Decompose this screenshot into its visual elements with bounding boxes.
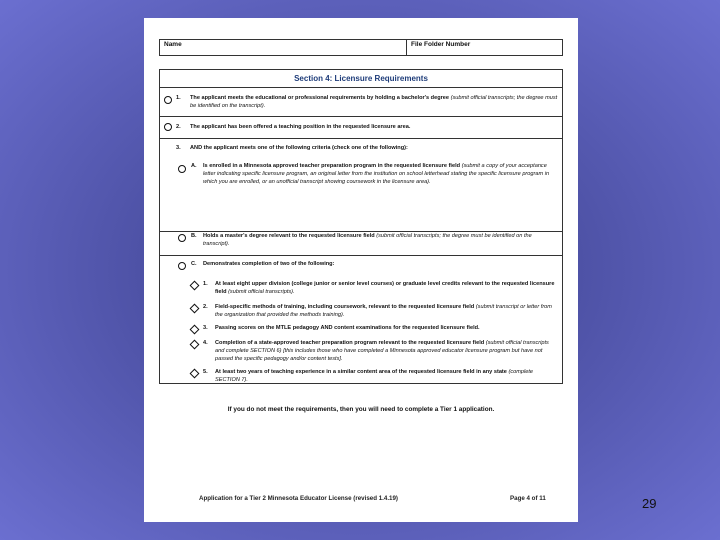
option-a-radio[interactable] xyxy=(178,165,186,173)
requirement-1-row xyxy=(160,88,562,117)
option-c-item-2-checkbox[interactable] xyxy=(190,304,200,314)
option-a-letter: A. xyxy=(191,163,197,169)
option-c-main: Demonstrates completion of two of the following: xyxy=(203,261,335,267)
requirement-3-row xyxy=(160,138,562,232)
requirement-2-main: The applicant has been offered a teaching position in the requested licensure area. xyxy=(190,124,411,130)
option-c-item-1-text xyxy=(215,280,559,296)
document-page xyxy=(144,18,578,522)
document-footer-title: Application for a Tier 2 Minnesota Educator License (revised 1.4.19) xyxy=(199,495,398,502)
requirement-1-text xyxy=(190,94,558,110)
requirement-1-main: The applicant meets the educational or professional requirements by holding a bachelor's degree xyxy=(190,95,450,101)
option-b-row xyxy=(160,231,562,256)
option-a-note: (submit a copy of your acceptance letter indicating specific licensure program, an original letter from the institution on school letterhead stating the specific licensure program in which you are enrolled, or an unofficial transcript showing coursework in the licensure area). xyxy=(203,163,550,186)
name-field[interactable]: Name xyxy=(160,40,407,55)
option-c-item-3-main: Passing scores on the MTLE pedagogy AND content examinations for the requested licensure field. xyxy=(215,325,480,331)
option-c-item-1-main: At least eight upper division (college junior or senior level courses) or graduate level credits relevant to the requested licensure field xyxy=(215,281,555,296)
option-c-item-3-text xyxy=(215,324,559,332)
option-c-item-2-main: Field-specific methods of training, including coursework, relevant to the requested licensure field xyxy=(215,304,475,310)
option-c-item-5-text xyxy=(215,368,559,384)
option-c-item-4-checkbox[interactable] xyxy=(190,340,200,350)
requirements-footnote: If you do not meet the requirements, then you will need to complete a Tier 1 application. xyxy=(227,406,495,413)
option-c-item-4-main: Completion of a state-approved teacher preparation program relevant to the requested licensure field xyxy=(215,340,485,346)
option-b-text xyxy=(203,232,559,248)
option-c-item-2-text xyxy=(215,303,559,319)
option-c-letter: C. xyxy=(191,261,197,267)
section-title: Section 4: Licensure Requirements xyxy=(159,69,563,88)
requirement-3-text xyxy=(190,144,558,152)
option-a-main: Is enrolled in a Minnesota approved teacher preparation program in the requested licensure field xyxy=(203,163,461,169)
option-b-radio[interactable] xyxy=(178,234,186,242)
option-b-main: Holds a master's degree relevant to the requested licensure field xyxy=(203,233,375,239)
option-c-radio[interactable] xyxy=(178,262,186,270)
option-c-item-4-note: (submit official transcripts and complete SECTION 6) [this includes those who have completed a Minnesota approved educator licensure program but have not passed the specific pedagogy and/or content tests]. xyxy=(215,340,549,363)
option-a-text xyxy=(203,162,559,187)
option-c-item-1-number: 1. xyxy=(203,281,208,287)
option-b-note: (submit official transcripts; the degree must be identified on the transcript). xyxy=(203,233,532,248)
option-c-item-5-note: (complete SECTION 7). xyxy=(215,369,534,384)
option-b-letter: B. xyxy=(191,233,197,239)
requirement-2-row xyxy=(160,116,562,139)
requirement-1-radio[interactable] xyxy=(164,96,172,104)
option-c-text xyxy=(203,260,559,268)
option-c-item-5-number: 5. xyxy=(203,369,208,375)
option-c-item-1-note: (submit official transcripts). xyxy=(228,289,295,296)
option-c-item-4-number: 4. xyxy=(203,340,208,346)
option-c-row xyxy=(160,255,562,383)
option-c-item-3-number: 3. xyxy=(203,325,208,331)
file-folder-number-field[interactable]: File Folder Number xyxy=(411,41,471,48)
requirement-1-number: 1. xyxy=(176,95,181,101)
requirement-2-text xyxy=(190,123,558,131)
option-c-item-5-checkbox[interactable] xyxy=(190,369,200,379)
document-page-number: Page 4 of 11 xyxy=(510,495,546,502)
requirement-1-note: (submit official transcripts; the degree must be identified on the transcript). xyxy=(190,95,558,110)
requirement-2-number: 2. xyxy=(176,124,181,130)
option-c-item-5-main: At least two years of teaching experience in a similar content area of the requested licensure field in any state xyxy=(215,369,507,375)
option-c-item-2-number: 2. xyxy=(203,304,208,310)
option-c-item-4-text xyxy=(215,339,559,364)
requirement-3-main: AND the applicant meets one of the following criteria (check one of the following): xyxy=(190,145,408,151)
option-c-item-1-checkbox[interactable] xyxy=(190,281,200,291)
requirements-table xyxy=(159,88,563,384)
slide-number: 29 xyxy=(642,496,657,511)
requirement-2-radio[interactable] xyxy=(164,123,172,131)
requirement-3-number: 3. xyxy=(176,145,181,151)
option-c-item-3-checkbox[interactable] xyxy=(190,325,200,335)
header-table xyxy=(159,39,563,56)
option-c-item-2-note: (submit transcript or letter from the organization that provided the methods training). xyxy=(215,304,552,319)
